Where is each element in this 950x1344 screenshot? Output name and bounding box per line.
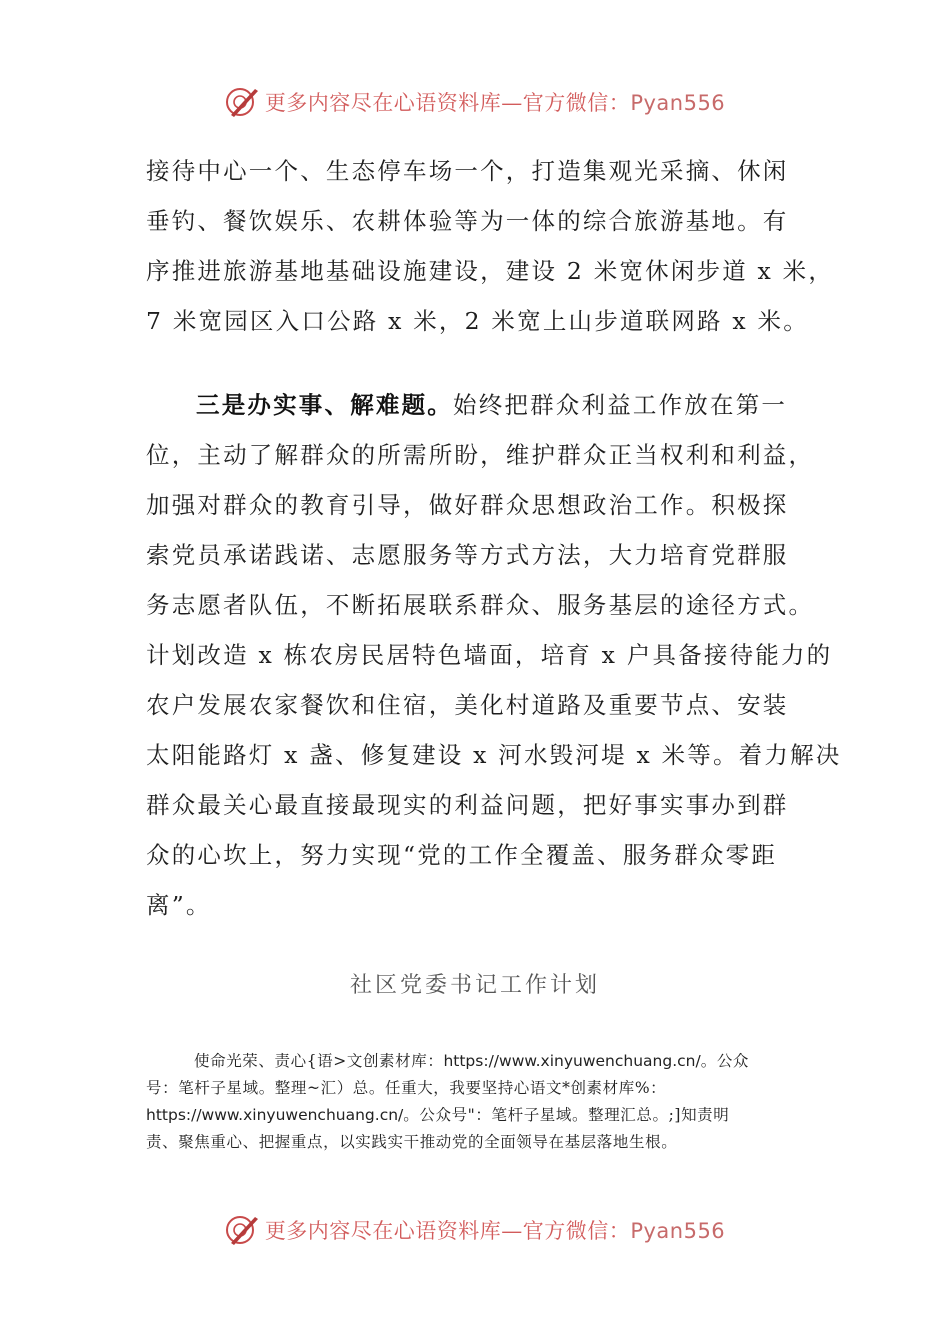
paragraph-line: 太阳能路灯 x 盏、修复建设 x 河水毁河堤 x 米等。着力解决 xyxy=(146,741,842,769)
header-watermark-banner xyxy=(0,82,950,122)
paragraph-line: 加强对群众的教育引导，做好群众思想政治工作。积极探 xyxy=(146,491,789,519)
paragraph-tourism xyxy=(146,146,835,346)
small-print-paragraph xyxy=(146,1048,808,1156)
banner-text: 更多内容尽在心语资料库—官方微信：Pyan556 xyxy=(264,1219,726,1243)
footer-watermark-banner xyxy=(0,1210,950,1250)
paragraph-line: 众的心坎上，努力实现“党的工作全覆盖、服务群众零距 xyxy=(146,841,778,869)
paragraph-line: 计划改造 x 栋农房民居特色墙面，培育 x 户具备接待能力的 xyxy=(146,641,833,669)
paragraph-line: 群众最关心最直接最现实的利益问题，把好事实事办到群 xyxy=(146,791,789,819)
paragraph-line: 索党员承诺践诺、志愿服务等方式方法，大力培育党群服 xyxy=(146,541,789,569)
wechat-id: Pyan556 xyxy=(630,1219,726,1243)
paragraph-line: 序推进旅游基地基础设施建设，建设 2 米宽休闲步道 x 米， xyxy=(146,257,835,285)
paragraph-practical-matters xyxy=(146,380,842,930)
paragraph-line: 务志愿者队伍，不断拓展联系群众、服务基层的途径方式。 xyxy=(146,591,815,619)
website-link-text: https://www.xinyuwenchuang.cn/ xyxy=(443,1052,701,1070)
paragraph-line: 离”。 xyxy=(146,891,212,919)
paragraph-line: 位，主动了解群众的所需所盼，维护群众正当权利和利益， xyxy=(146,441,815,469)
paragraph-first-line xyxy=(146,380,806,430)
paragraph-lead-heading: 三是办实事、解难题。 xyxy=(196,391,453,419)
small-line: 责、聚焦重心、把握重点，以实践实干推动党的全面领导在基层落地生根。 xyxy=(146,1133,678,1151)
paragraph-line: 接待中心一个、生态停车场一个，打造集观光采摘、休闲 xyxy=(146,157,789,185)
wechat-id: Pyan556 xyxy=(630,91,726,115)
paragraph-line: 7 米宽园区入口公路 x 米，2 米宽上山步道联网路 x 米。 xyxy=(146,307,809,335)
small-line: 使命光荣、责心{语>文创素材库：https://www.xinyuwenchuang.cn/。公众 xyxy=(194,1052,750,1070)
paragraph-line: 农户发展农家餐饮和住宿，美化村道路及重要节点、安装 xyxy=(146,691,789,719)
paragraph-line: 垂钓、餐饮娱乐、农耕体验等为一体的综合旅游基地。有 xyxy=(146,207,789,235)
website-link-text: https://www.xinyuwenchuang.cn/ xyxy=(146,1106,404,1124)
pen-in-circle-icon xyxy=(225,1213,259,1247)
pen-in-circle-icon xyxy=(225,85,259,119)
small-line: https://www.xinyuwenchuang.cn/。公众号"：笔杆子星域。整理汇总。;]知责明 xyxy=(146,1106,730,1124)
paragraph-line-rest: 始终把群众利益工作放在第一 xyxy=(453,391,788,419)
banner-text: 更多内容尽在心语资料库—官方微信：Pyan556 xyxy=(264,91,726,115)
small-line: 号：笔杆子星域。整理~汇）总。任重大，我要坚持心语文*创素材库%： xyxy=(146,1079,667,1097)
section-subtitle: 社区党委书记工作计划 xyxy=(349,973,600,998)
